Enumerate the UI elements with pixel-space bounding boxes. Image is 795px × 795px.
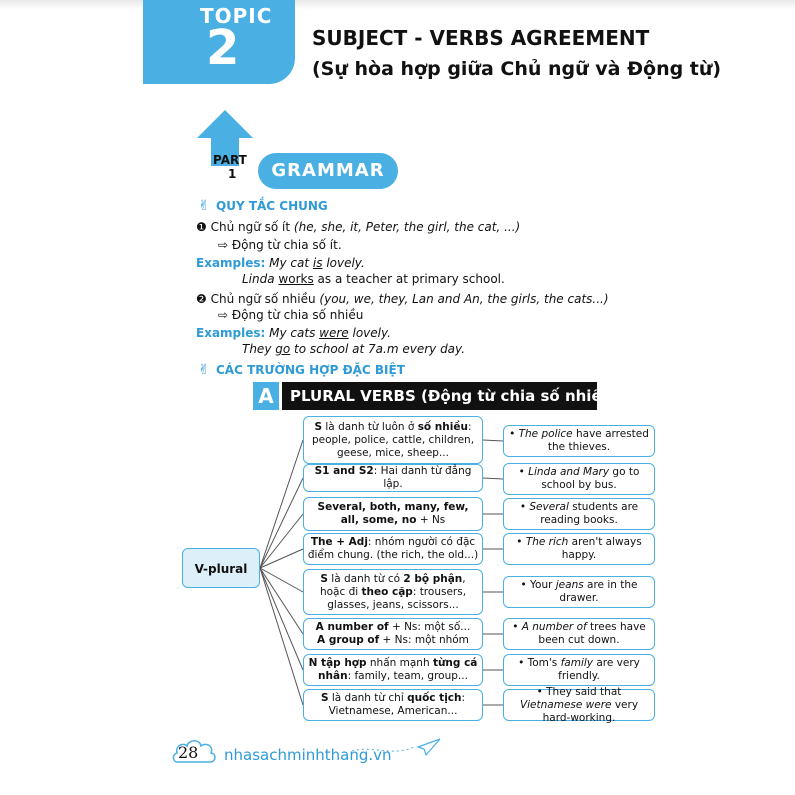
examples-2-line-b: They go to school at 7a.m every day. (242, 342, 466, 356)
example-box-6: • A number of trees have been cut down. (503, 618, 655, 650)
example-box-8: • They said that Vietnamese were very hard-working. (503, 689, 655, 721)
page-title: SUBJECT - VERBS AGREEMENT (312, 26, 650, 50)
v-plural-root: V-plural (182, 548, 260, 588)
number-two-icon: ❷ (196, 292, 207, 306)
connector-root-to-rule (260, 514, 303, 568)
example-box-2: • Linda and Mary go to school by bus. (503, 463, 655, 495)
example-box-5: • Your jeans are in the drawer. (503, 576, 655, 608)
rule-box-6: A number of + Ns: một số... A group of + Ns: một nhóm (303, 618, 483, 650)
connector-root-to-rule (260, 568, 303, 592)
connector-rule-to-example (483, 478, 503, 479)
rule-box-7: N tập hợp nhấn mạnh từng cá nhân: family, team, group... (303, 654, 483, 686)
rule-2-result: ⇨ Động từ chia số nhiều (218, 308, 364, 322)
number-one-icon: ❶ (196, 220, 207, 234)
rule-box-4: The + Adj: nhóm người có đặc điểm chung. (the rich, the old...) (303, 533, 483, 565)
connector-rule-to-example (483, 440, 503, 441)
examples-2-line-a: Examples: My cats were lovely. (196, 326, 391, 340)
rule-1: ❶ Chủ ngữ số ít (he, she, it, Peter, the girl, the cat, ...) (196, 220, 521, 234)
connector-root-to-rule (260, 568, 303, 705)
part-label: PART (213, 153, 247, 167)
part-number: 1 (228, 167, 237, 181)
connector-root-to-rule (260, 568, 303, 670)
example-box-4: • The rich aren't always happy. (503, 533, 655, 565)
connector-root-to-rule (260, 478, 303, 568)
grammar-banner: GRAMMAR (258, 153, 398, 189)
rule-box-5: S là danh từ có 2 bộ phận, hoặc đi theo cặp: trousers, glasses, jeans, scissors... (303, 569, 483, 615)
rule-1-result: ⇨ Động từ chia số ít. (218, 238, 342, 252)
examples-1-line-a: Examples: My cat is lovely. (196, 256, 365, 270)
page-number: 28 (178, 743, 199, 762)
rule-box-3: Several, both, many, few, all, some, no + Ns (303, 497, 483, 531)
special-cases-heading: ✌ CÁC TRƯỜNG HỢP ĐẶC BIỆT (198, 362, 405, 378)
page-subtitle: (Sự hòa hợp giữa Chủ ngữ và Động từ) (312, 58, 722, 80)
connector-root-to-rule (260, 568, 303, 634)
victory-hand-icon: ✌ (198, 198, 210, 214)
rule-2: ❷ Chủ ngữ số nhiều (you, we, they, Lan and An, the girls, the cats...) (196, 292, 609, 306)
general-rule-heading: ✌ QUY TẮC CHUNG (198, 198, 328, 214)
example-box-3: • Several students are reading books. (503, 498, 655, 530)
page-top-shadow (0, 0, 795, 10)
connector-root-to-rule (260, 549, 303, 568)
rule-box-1: S là danh từ luôn ở số nhiều: people, police, cattle, children, geese, mice, sheep... (303, 416, 483, 464)
rule-box-8: S là danh từ chỉ quốc tịch: Vietnamese, American... (303, 689, 483, 721)
topic-label: TOPIC (200, 4, 273, 28)
examples-1-line-b: Linda works as a teacher at primary school. (242, 272, 505, 286)
section-a-badge: A (253, 382, 279, 410)
example-box-7: • Tom's family are very friendly. (503, 654, 655, 686)
victory-hand-icon: ✌ (198, 362, 210, 378)
publisher-website: nhasachminhthang.vn (224, 746, 392, 764)
rule-box-2: S1 and S2: Hai danh từ đẳng lập. (303, 464, 483, 492)
topic-number: 2 (206, 20, 240, 76)
example-box-1: • The police have arrested the thieves. (503, 425, 655, 457)
connector-root-to-rule (260, 440, 303, 568)
plural-verbs-title-bar: PLURAL VERBS (Động từ chia số nhiều) (282, 382, 597, 410)
paper-plane-icon (352, 735, 442, 759)
